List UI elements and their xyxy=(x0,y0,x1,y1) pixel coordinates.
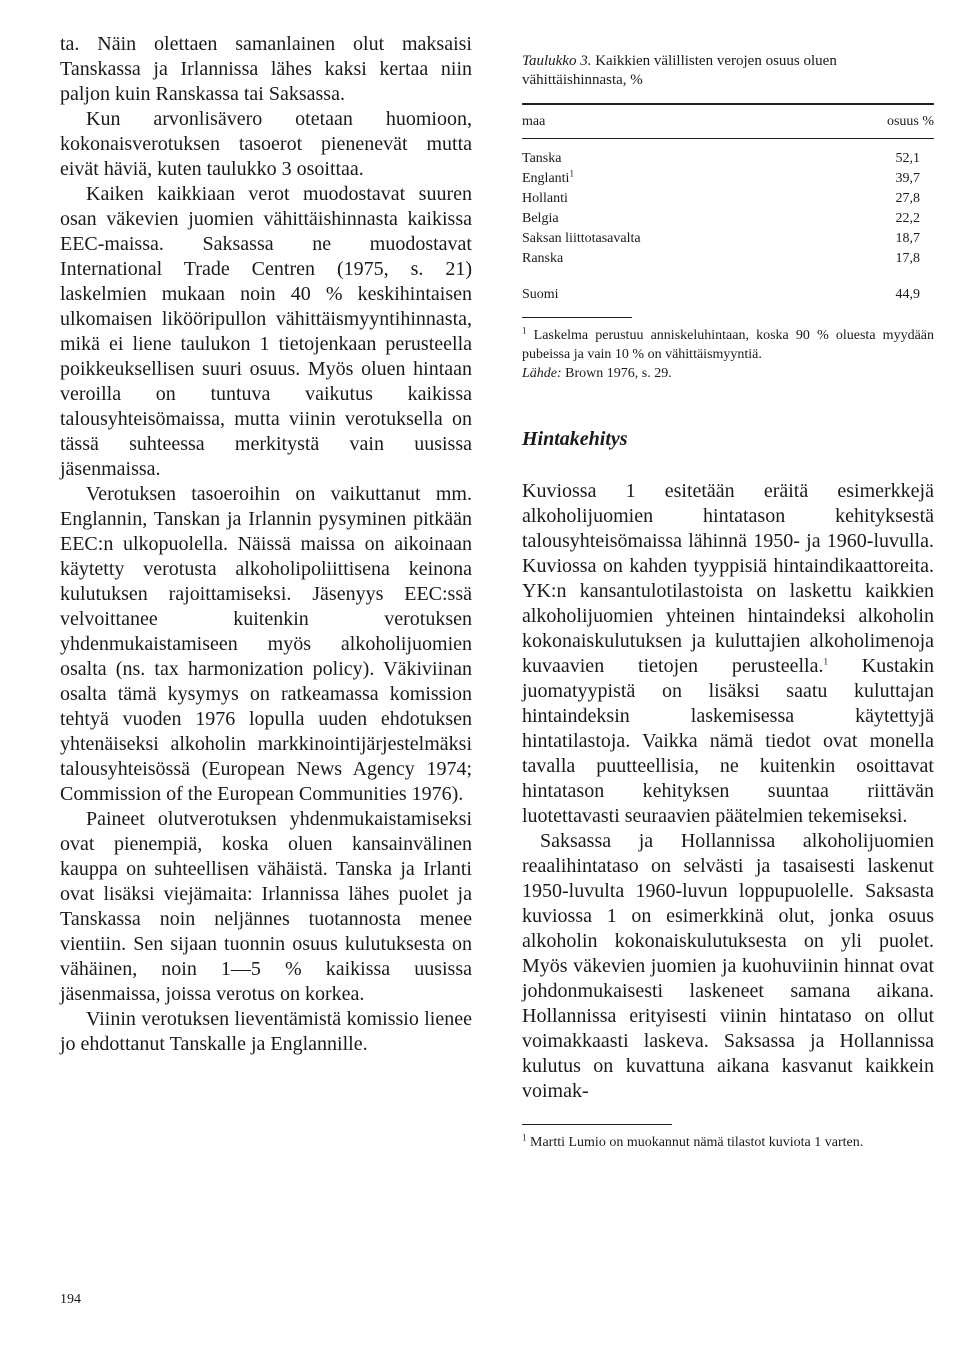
right-column xyxy=(522,52,934,1152)
paragraph: Paineet olutverotuksen yhdenmukaistamiseksi ovat pienempiä, koska oluen kansainvälinen kauppa on suhteellisen vähäistä. Tanska ja Irlanti ovat lisäksi viejämaita: Irlannissa lähes puolet ja Tanskassa noin neljännes tuotannosta menee vientiin. Sen sijaan tuonnin osuus kulutuksesta on vähäinen, noin 1—5 % kaikissa uusissa jäsenmaissa, joissa verotus on korkea. xyxy=(60,808,472,1005)
footnote-rule xyxy=(522,317,632,318)
paragraph: Viinin verotuksen lieventämistä komissio lienee jo ehdottanut Tanskalle ja Englannille. xyxy=(60,1008,472,1055)
country-cell: Belgia xyxy=(522,211,559,226)
country-cell: Tanska xyxy=(522,151,562,166)
table-row xyxy=(522,249,934,269)
footnote-marker: 1 xyxy=(569,168,574,179)
table-caption xyxy=(522,52,934,90)
table-3 xyxy=(522,52,934,383)
share-cell: 52,1 xyxy=(895,151,920,166)
paragraph: Verotuksen tasoeroihin on vaikuttanut mm. Englannin, Tanskan ja Irlannin pysyminen pitkään EEC:n ulkopuolella. Näissä maissa on aikoinaan käytetty verotusta alkoholipoliittisena keinona kulutuksen rajoittamiseksi. Jäsenyys EEC:ssä velvoittanee kuitenkin verotuksen yhdenmukaistamiseen myös alkoholijuomien osalta (ns. tax harmonization policy). Väkiviinan osalta tämä kysymys on ratkeamassa komission tehtyä vuoden 1976 lopulla uuden ehdotuksen yhtenäiseksi alkoholin markkinointijärjestelmäksi talousyhteisössä (European News Agency 1974; Commission of the European Communities 1976). xyxy=(60,483,472,805)
source-label: Lähde: xyxy=(522,366,562,381)
table-caption-text: Kaikkien välillisten verojen osuus oluen vähittäishinnasta, % xyxy=(522,53,837,88)
share-cell: 44,9 xyxy=(895,287,920,302)
table-row-suomi xyxy=(522,285,934,305)
share-cell: 27,8 xyxy=(895,191,920,206)
country-cell: Saksan liittotasavalta xyxy=(522,231,641,246)
table-header xyxy=(522,105,934,138)
table-footnote: $^1$ Laskelma perustuu anniskeluhintaan, koska 90 % oluesta myydään pubeissa ja vain 10 % on vähittäismyyntiä. xyxy=(522,325,935,362)
section-heading: Hintakehitys xyxy=(522,428,628,450)
footnote-marker: 1 xyxy=(522,325,527,336)
paragraph: ta. Näin olettaen samanlainen olut maksaisi Tanskassa ja Irlannissa lähes kaksi kertaa niin paljon kuin Ranskassa tai Saksassa. xyxy=(60,33,472,105)
country-cell: Hollanti xyxy=(522,191,568,206)
table-row xyxy=(522,229,934,249)
table-body xyxy=(522,139,934,305)
page-number: 194 xyxy=(60,1292,81,1307)
footnote-marker: 1 xyxy=(823,656,828,667)
share-cell: 17,8 xyxy=(895,251,920,266)
table-row xyxy=(522,149,934,169)
country-cell: Ranska xyxy=(522,251,564,266)
source-text: Brown 1976, s. 29. xyxy=(565,366,672,381)
table-source xyxy=(522,364,934,383)
page-footnote: $^1$ Martti Lumio on muokannut nämä tilastot kuviota 1 varten. xyxy=(522,1132,864,1150)
country-cell: Suomi xyxy=(522,287,559,302)
share-cell: 18,7 xyxy=(895,231,920,246)
table-row xyxy=(522,209,934,229)
share-cell: 39,7 xyxy=(895,171,920,186)
paragraph: Kuviossa 1 esitetään eräitä esimerkkejä alkoholijuomien hintatason kehityksestä talousyhteisömaissa lähinnä 1950- ja 1960-luvulla. Kuviossa on kahden tyyppisiä hintaindikaattoreita. YK:n kansantulotilastoista on laskettu kaikkien alkoholijuomien yhteinen hintaindeksi alkoholin kokonaiskulutuksen ja kuluttajien alkoholimenoja kuvaavien tietojen perusteella.$^1$ Kustakin juomatyypistä on lisäksi saatu kuluttajan hintaindeksin laskemisessa käytettyjä hintatilastoja. Vaikka nämä tiedot ovat monella tavalla puutteellisia, ne kuitenkin osoittavat hintatason kehityksen suuntaa riittävän luotettavasti seuraavien päätelmien tekemiseksi. xyxy=(522,480,934,827)
left-column xyxy=(60,32,472,1057)
paragraph: Kaiken kaikkiaan verot muodostavat suuren osan väkevien juomien vähittäishinnasta kaikissa EEC-maissa. Saksassa ne muodostavat International Trade Centren (1975, s. 21) laskelmien mukaan noin 40 % keskihintaisen ulkomaisen likööripullon vähittäismyyntihinnasta, mikä ei liene taulukon 1 tietojenkaan perusteella poikkeuksellisen suuri osuus. Myös oluen hintaan veroilla on tuntuva vaikutus kaikissa talousyhteisömaissa, mutta viinin verotuksella on tässä suhteessa merkitystä vain uusissa jäsenmaissa. xyxy=(60,183,472,480)
table-row xyxy=(522,169,934,189)
table-caption-label: Taulukko 3. xyxy=(522,53,592,69)
paragraph: Kun arvonlisävero otetaan huomioon, kokonaisverotuksen tasoerot pienenevät mutta eivät häviä, kuten taulukko 3 osoittaa. xyxy=(60,108,472,180)
column-header-share: osuus % xyxy=(886,114,934,129)
column-header-country: maa xyxy=(522,114,546,129)
country-cell: Englanti$^1$ xyxy=(522,168,574,186)
table-row xyxy=(522,189,934,209)
footnote-rule xyxy=(522,1124,672,1125)
right-body-text xyxy=(522,479,934,1104)
share-cell: 22,2 xyxy=(895,211,920,226)
paragraph: Saksassa ja Hollannissa alkoholijuomien reaalihintataso on selvästi ja tasaisesti laskenut 1950-luvulta 1960-luvun loppupuolelle. Saksasta kuviossa 1 on esimerkkinä olut, jonka osuus alkoholin kokonaiskulutuksesta on yli puolet. Myös väkevien juomien ja kuohuviinin hinnat ovat johdonmukaisesti laskeneet samana aikana. Hollannissa erityisesti viinin hintataso on ollut voimakkaasti laskeva. Saksassa ja Hollannissa kulutus on kuvattuna aikana kasvanut kaikkein voimak- xyxy=(522,830,934,1102)
footnote-marker: 1 xyxy=(522,1132,527,1143)
